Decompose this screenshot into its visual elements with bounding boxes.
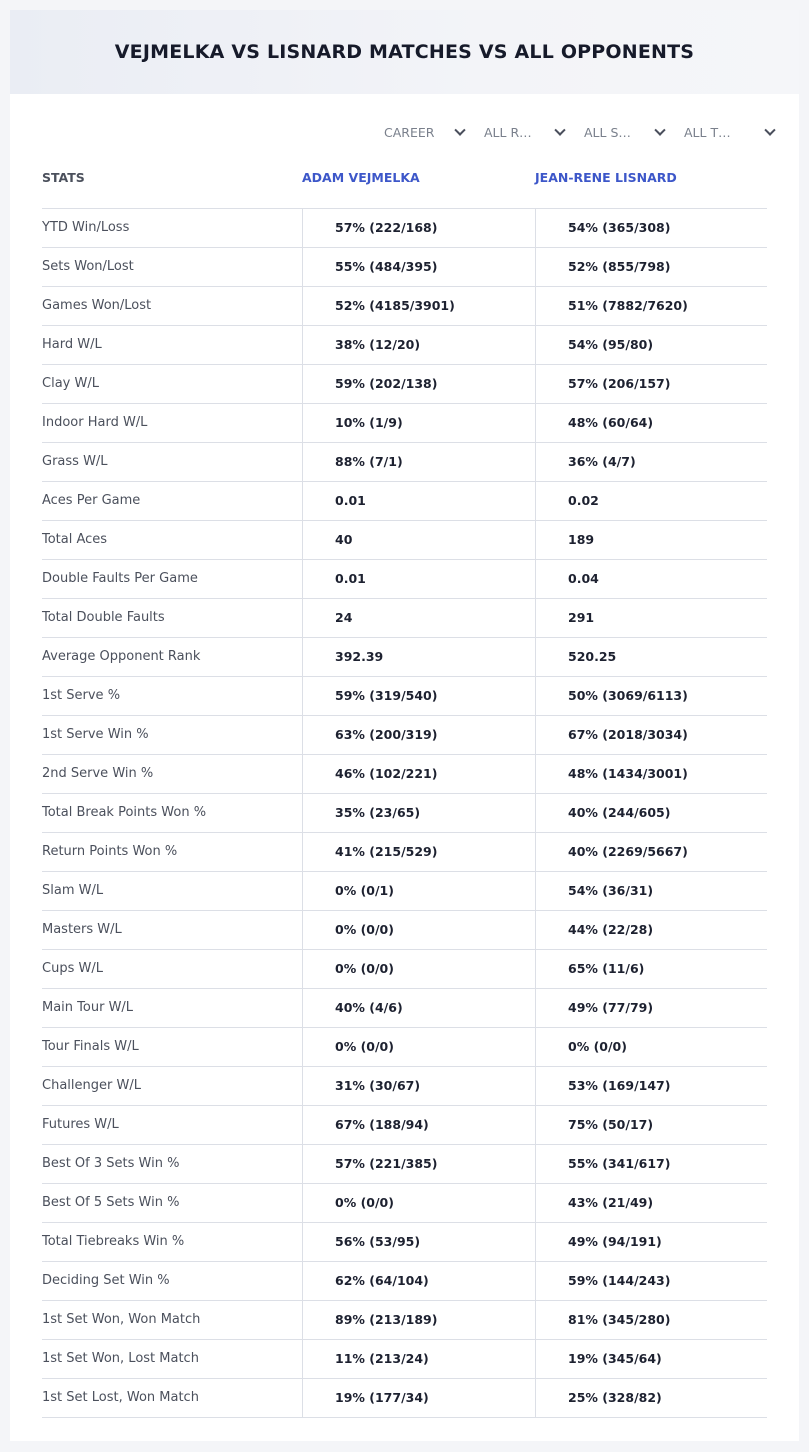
table-row (42, 521, 767, 560)
player1-link[interactable]: ADAM VEJMELKA (302, 170, 420, 185)
stats-card (10, 10, 799, 1441)
stat-label: Games Won/Lost (42, 298, 152, 313)
page-title: VEJMELKA VS LISNARD MATCHES VS ALL OPPONENTS (114, 41, 695, 63)
player1-value: 0% (0/0) (302, 950, 535, 988)
table-row (42, 599, 767, 638)
player2-link[interactable]: JEAN-RENE LISNARD (535, 170, 677, 185)
player1-value: 55% (484/395) (302, 248, 535, 286)
stat-label: 1st Set Won, Lost Match (42, 1351, 199, 1366)
stat-label: Total Break Points Won % (42, 805, 207, 820)
player2-value: 65% (11/6) (535, 950, 767, 988)
table-row (42, 911, 767, 950)
player2-value: 291 (535, 599, 767, 637)
table-row (42, 755, 767, 794)
stat-label: YTD Win/Loss (42, 220, 130, 235)
chevron-down-icon (554, 124, 565, 135)
filter-tournament-label: ALL T… (684, 125, 731, 140)
table-row (42, 560, 767, 599)
player1-value: 57% (221/385) (302, 1145, 535, 1183)
table-row (42, 1106, 767, 1145)
player1-value: 0.01 (302, 482, 535, 520)
player1-value: 0% (0/0) (302, 1184, 535, 1222)
stat-label: Indoor Hard W/L (42, 415, 148, 430)
player2-value: 19% (345/64) (535, 1340, 767, 1378)
filter-period-label: CAREER (384, 125, 435, 140)
player1-value: 0% (0/0) (302, 1028, 535, 1066)
player2-value: 57% (206/157) (535, 365, 767, 403)
filter-surface-label: ALL S… (584, 125, 631, 140)
table-row (42, 638, 767, 677)
stat-label: Challenger W/L (42, 1078, 141, 1093)
player2-value: 43% (21/49) (535, 1184, 767, 1222)
filter-round-label: ALL R… (484, 125, 532, 140)
player1-value: 52% (4185/3901) (302, 287, 535, 325)
player2-value: 0% (0/0) (535, 1028, 767, 1066)
player2-value: 54% (36/31) (535, 872, 767, 910)
player2-value: 59% (144/243) (535, 1262, 767, 1300)
player1-value: 38% (12/20) (302, 326, 535, 364)
player2-value: 189 (535, 521, 767, 559)
table-row (42, 1340, 767, 1379)
player1-value: 19% (177/34) (302, 1379, 535, 1417)
table-row (42, 1223, 767, 1262)
stats-table (42, 208, 767, 1418)
player1-value: 89% (213/189) (302, 1301, 535, 1339)
player2-value: 49% (94/191) (535, 1223, 767, 1261)
player2-value: 48% (1434/3001) (535, 755, 767, 793)
chevron-down-icon (654, 124, 665, 135)
player1-value: 0% (0/1) (302, 872, 535, 910)
player2-value: 52% (855/798) (535, 248, 767, 286)
chevron-down-icon (454, 124, 465, 135)
table-row (42, 950, 767, 989)
stat-label: Futures W/L (42, 1117, 119, 1132)
table-row (42, 482, 767, 521)
stat-label: Total Double Faults (42, 610, 165, 625)
player1-value: 35% (23/65) (302, 794, 535, 832)
player2-value: 55% (341/617) (535, 1145, 767, 1183)
player2-value: 0.04 (535, 560, 767, 598)
player1-value: 40% (4/6) (302, 989, 535, 1027)
table-row (42, 1028, 767, 1067)
player2-value: 44% (22/28) (535, 911, 767, 949)
player2-value: 520.25 (535, 638, 767, 676)
filter-bar (384, 125, 774, 140)
player1-value: 0.01 (302, 560, 535, 598)
table-row (42, 989, 767, 1028)
filter-surface-select[interactable] (584, 125, 684, 140)
table-row (42, 794, 767, 833)
filter-period-select[interactable] (384, 125, 484, 140)
player1-value: 56% (53/95) (302, 1223, 535, 1261)
table-row (42, 287, 767, 326)
player2-value: 40% (244/605) (535, 794, 767, 832)
player1-value: 57% (222/168) (302, 209, 535, 247)
table-row (42, 248, 767, 287)
player2-value: 0.02 (535, 482, 767, 520)
page-header (10, 10, 799, 94)
stat-label: 1st Serve % (42, 688, 121, 703)
filter-round-select[interactable] (484, 125, 584, 140)
table-header (42, 170, 767, 188)
stat-label: 1st Set Lost, Won Match (42, 1390, 199, 1405)
stat-label: Best Of 5 Sets Win % (42, 1195, 180, 1210)
player2-value: 54% (95/80) (535, 326, 767, 364)
player1-value: 40 (302, 521, 535, 559)
stat-label: Total Tiebreaks Win % (42, 1234, 185, 1249)
player2-value: 54% (365/308) (535, 209, 767, 247)
player1-value: 24 (302, 599, 535, 637)
stat-label: Double Faults Per Game (42, 571, 198, 586)
player2-value: 53% (169/147) (535, 1067, 767, 1105)
stat-label: Masters W/L (42, 922, 122, 937)
table-row (42, 443, 767, 482)
stat-label: Aces Per Game (42, 493, 141, 508)
player1-value: 392.39 (302, 638, 535, 676)
stat-label: Cups W/L (42, 961, 103, 976)
player2-value: 40% (2269/5667) (535, 833, 767, 871)
table-row (42, 1301, 767, 1340)
table-row (42, 677, 767, 716)
player1-value: 31% (30/67) (302, 1067, 535, 1105)
stat-label: Deciding Set Win % (42, 1273, 170, 1288)
stat-label: Grass W/L (42, 454, 108, 469)
stat-label: 1st Set Won, Won Match (42, 1312, 201, 1327)
table-row (42, 326, 767, 365)
player1-value: 63% (200/319) (302, 716, 535, 754)
player1-value: 0% (0/0) (302, 911, 535, 949)
table-row (42, 1184, 767, 1223)
stat-label: Slam W/L (42, 883, 104, 898)
player1-value: 62% (64/104) (302, 1262, 535, 1300)
table-row (42, 1145, 767, 1184)
player1-value: 59% (202/138) (302, 365, 535, 403)
table-row (42, 365, 767, 404)
table-row (42, 209, 767, 248)
stat-label: 2nd Serve Win % (42, 766, 154, 781)
chevron-down-icon (764, 124, 775, 135)
player1-value: 11% (213/24) (302, 1340, 535, 1378)
stat-label: Best Of 3 Sets Win % (42, 1156, 180, 1171)
table-row (42, 1067, 767, 1106)
stat-label: 1st Serve Win % (42, 727, 149, 742)
player2-value: 50% (3069/6113) (535, 677, 767, 715)
table-row (42, 716, 767, 755)
stat-label: Sets Won/Lost (42, 259, 134, 274)
filter-tournament-select[interactable] (684, 125, 774, 140)
player2-value: 49% (77/79) (535, 989, 767, 1027)
player1-value: 41% (215/529) (302, 833, 535, 871)
player2-value: 36% (4/7) (535, 443, 767, 481)
table-row (42, 1379, 767, 1418)
player2-value: 75% (50/17) (535, 1106, 767, 1144)
stat-label: Clay W/L (42, 376, 99, 391)
stat-label: Return Points Won % (42, 844, 178, 859)
player1-value: 46% (102/221) (302, 755, 535, 793)
player2-value: 81% (345/280) (535, 1301, 767, 1339)
player1-value: 67% (188/94) (302, 1106, 535, 1144)
player2-value: 67% (2018/3034) (535, 716, 767, 754)
stats-column-header: STATS (42, 170, 85, 185)
player1-value: 88% (7/1) (302, 443, 535, 481)
stat-label: Main Tour W/L (42, 1000, 134, 1015)
player1-value: 10% (1/9) (302, 404, 535, 442)
table-row (42, 404, 767, 443)
stat-label: Average Opponent Rank (42, 649, 201, 664)
table-row (42, 833, 767, 872)
player2-value: 25% (328/82) (535, 1379, 767, 1417)
table-row (42, 872, 767, 911)
stat-label: Total Aces (42, 532, 108, 547)
player2-value: 48% (60/64) (535, 404, 767, 442)
table-row (42, 1262, 767, 1301)
stat-label: Hard W/L (42, 337, 102, 352)
player1-value: 59% (319/540) (302, 677, 535, 715)
stat-label: Tour Finals W/L (42, 1039, 139, 1054)
player2-value: 51% (7882/7620) (535, 287, 767, 325)
